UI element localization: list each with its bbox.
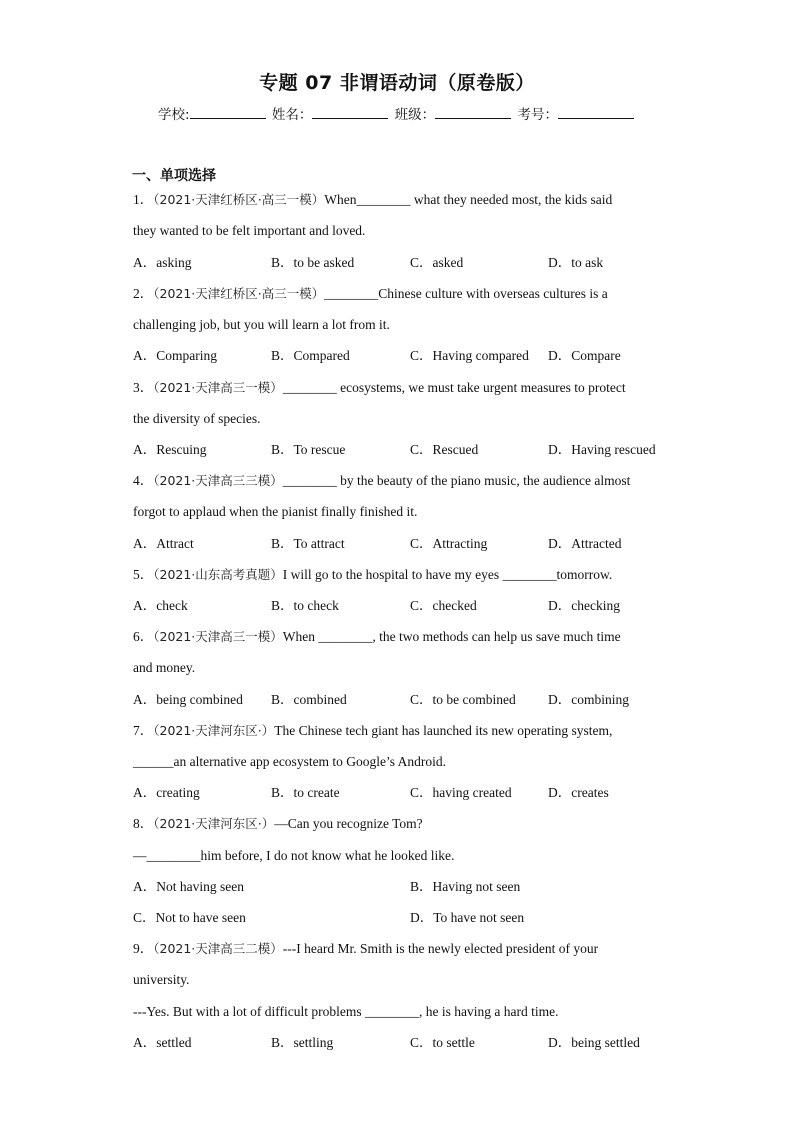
question-4-stem-cont: forgot to applaud when the pianist finally finished it. bbox=[133, 504, 418, 519]
question-9-option-d: D．being settled bbox=[548, 1035, 640, 1050]
question-6-stem-cont: and money. bbox=[133, 660, 196, 675]
question-7-option-d: D．creates bbox=[548, 785, 609, 800]
exam-number-blank bbox=[558, 106, 634, 119]
question-8-option-d: D．To have not seen bbox=[410, 910, 525, 925]
question-9-stem-cont-2: ---Yes. But with a lot of difficult problems ________, he is having a hard time. bbox=[133, 1004, 559, 1019]
question-9-option-a: A．settled bbox=[133, 1035, 192, 1050]
question-5-option-a: A．check bbox=[133, 598, 188, 613]
question-6-option-d: D．combining bbox=[548, 692, 629, 707]
section-heading: 一、单项选择 bbox=[132, 168, 216, 184]
question-7-stem: 7．（2021·天津河东区·）The Chinese tech giant has launched its new operating system, bbox=[133, 723, 613, 738]
question-1-stem-cont: they wanted to be felt important and loved. bbox=[133, 223, 366, 238]
question-1-option-d: D．to ask bbox=[548, 255, 604, 270]
question-5-stem: 5．（2021·山东高考真题）I will go to the hospital to have my eyes ________tomorrow. bbox=[133, 567, 613, 582]
student-info-line bbox=[0, 103, 794, 123]
question-7-option-b: B．to create bbox=[271, 785, 340, 800]
question-2-option-b: B．Compared bbox=[271, 348, 350, 363]
question-1-option-a: A．asking bbox=[133, 255, 192, 270]
question-1-option-c: C．asked bbox=[410, 255, 464, 270]
question-1-option-b: B．to be asked bbox=[271, 255, 355, 270]
question-9-stem: 9．（2021·天津高三二模）---I heard Mr. Smith is the newly elected president of your bbox=[133, 941, 599, 956]
question-4-option-a: A．Attract bbox=[133, 536, 194, 551]
question-5-option-d: D．checking bbox=[548, 598, 620, 613]
question-3-stem: 3．（2021·天津高三一模）________ ecosystems, we must take urgent measures to protect bbox=[133, 380, 626, 395]
question-3-stem-cont: the diversity of species. bbox=[133, 411, 261, 426]
question-6-option-b: B．combined bbox=[271, 692, 347, 707]
question-9-stem-cont: university. bbox=[133, 972, 190, 987]
question-7-stem-cont: ______an alternative app ecosystem to Google’s Android. bbox=[133, 754, 447, 769]
school-label: 学校: bbox=[158, 107, 190, 123]
question-8-option-c: C．Not to have seen bbox=[133, 910, 246, 925]
question-1-stem: 1．（2021·天津红桥区·高三一模）When________ what they needed most, the kids said bbox=[133, 192, 613, 207]
question-8-stem-cont: —________him before, I do not know what he looked like. bbox=[133, 848, 455, 863]
question-4-option-c: C．Attracting bbox=[410, 536, 488, 551]
question-3-option-d: D．Having rescued bbox=[548, 442, 656, 457]
question-4-stem: 4．（2021·天津高三三模）________ by the beauty of the piano music, the audience almost bbox=[133, 473, 631, 488]
question-2-option-d: D．Compare bbox=[548, 348, 621, 363]
name-blank bbox=[312, 106, 388, 119]
question-8-option-b: B．Having not seen bbox=[410, 879, 521, 894]
class-label: 班级： bbox=[394, 107, 436, 123]
question-9-option-b: B．settling bbox=[271, 1035, 334, 1050]
question-6-option-a: A．being combined bbox=[133, 692, 243, 707]
question-7-option-c: C．having created bbox=[410, 785, 512, 800]
question-3-option-a: A．Rescuing bbox=[133, 442, 207, 457]
question-5-option-b: B．to check bbox=[271, 598, 339, 613]
question-4-option-d: D．Attracted bbox=[548, 536, 622, 551]
question-3-option-c: C．Rescued bbox=[410, 442, 479, 457]
class-blank bbox=[435, 106, 511, 119]
school-blank bbox=[190, 106, 266, 119]
question-6-stem: 6．（2021·天津高三一模）When ________, the two methods can help us save much time bbox=[133, 629, 621, 644]
question-3-option-b: B．To rescue bbox=[271, 442, 346, 457]
question-2-option-a: A．Comparing bbox=[133, 348, 217, 363]
question-5-option-c: C．checked bbox=[410, 598, 477, 613]
question-8-option-a: A．Not having seen bbox=[133, 879, 244, 894]
name-label: 姓名： bbox=[271, 107, 313, 123]
question-8-stem: 8．（2021·天津河东区·）—Can you recognize Tom? bbox=[133, 816, 423, 831]
question-2-stem: 2．（2021·天津红桥区·高三一模）________Chinese culture with overseas cultures is a bbox=[133, 286, 608, 301]
question-2-option-c: C．Having compared bbox=[410, 348, 529, 363]
question-9-option-c: C．to settle bbox=[410, 1035, 475, 1050]
page-title: 专题 07 非谓语动词（原卷版） bbox=[259, 72, 535, 94]
question-2-stem-cont: challenging job, but you will learn a lot from it. bbox=[133, 317, 390, 332]
exam-number-label: 考号： bbox=[517, 107, 558, 123]
question-6-option-c: C．to be combined bbox=[410, 692, 516, 707]
question-7-option-a: A．creating bbox=[133, 785, 200, 800]
question-4-option-b: B．To attract bbox=[271, 536, 345, 551]
